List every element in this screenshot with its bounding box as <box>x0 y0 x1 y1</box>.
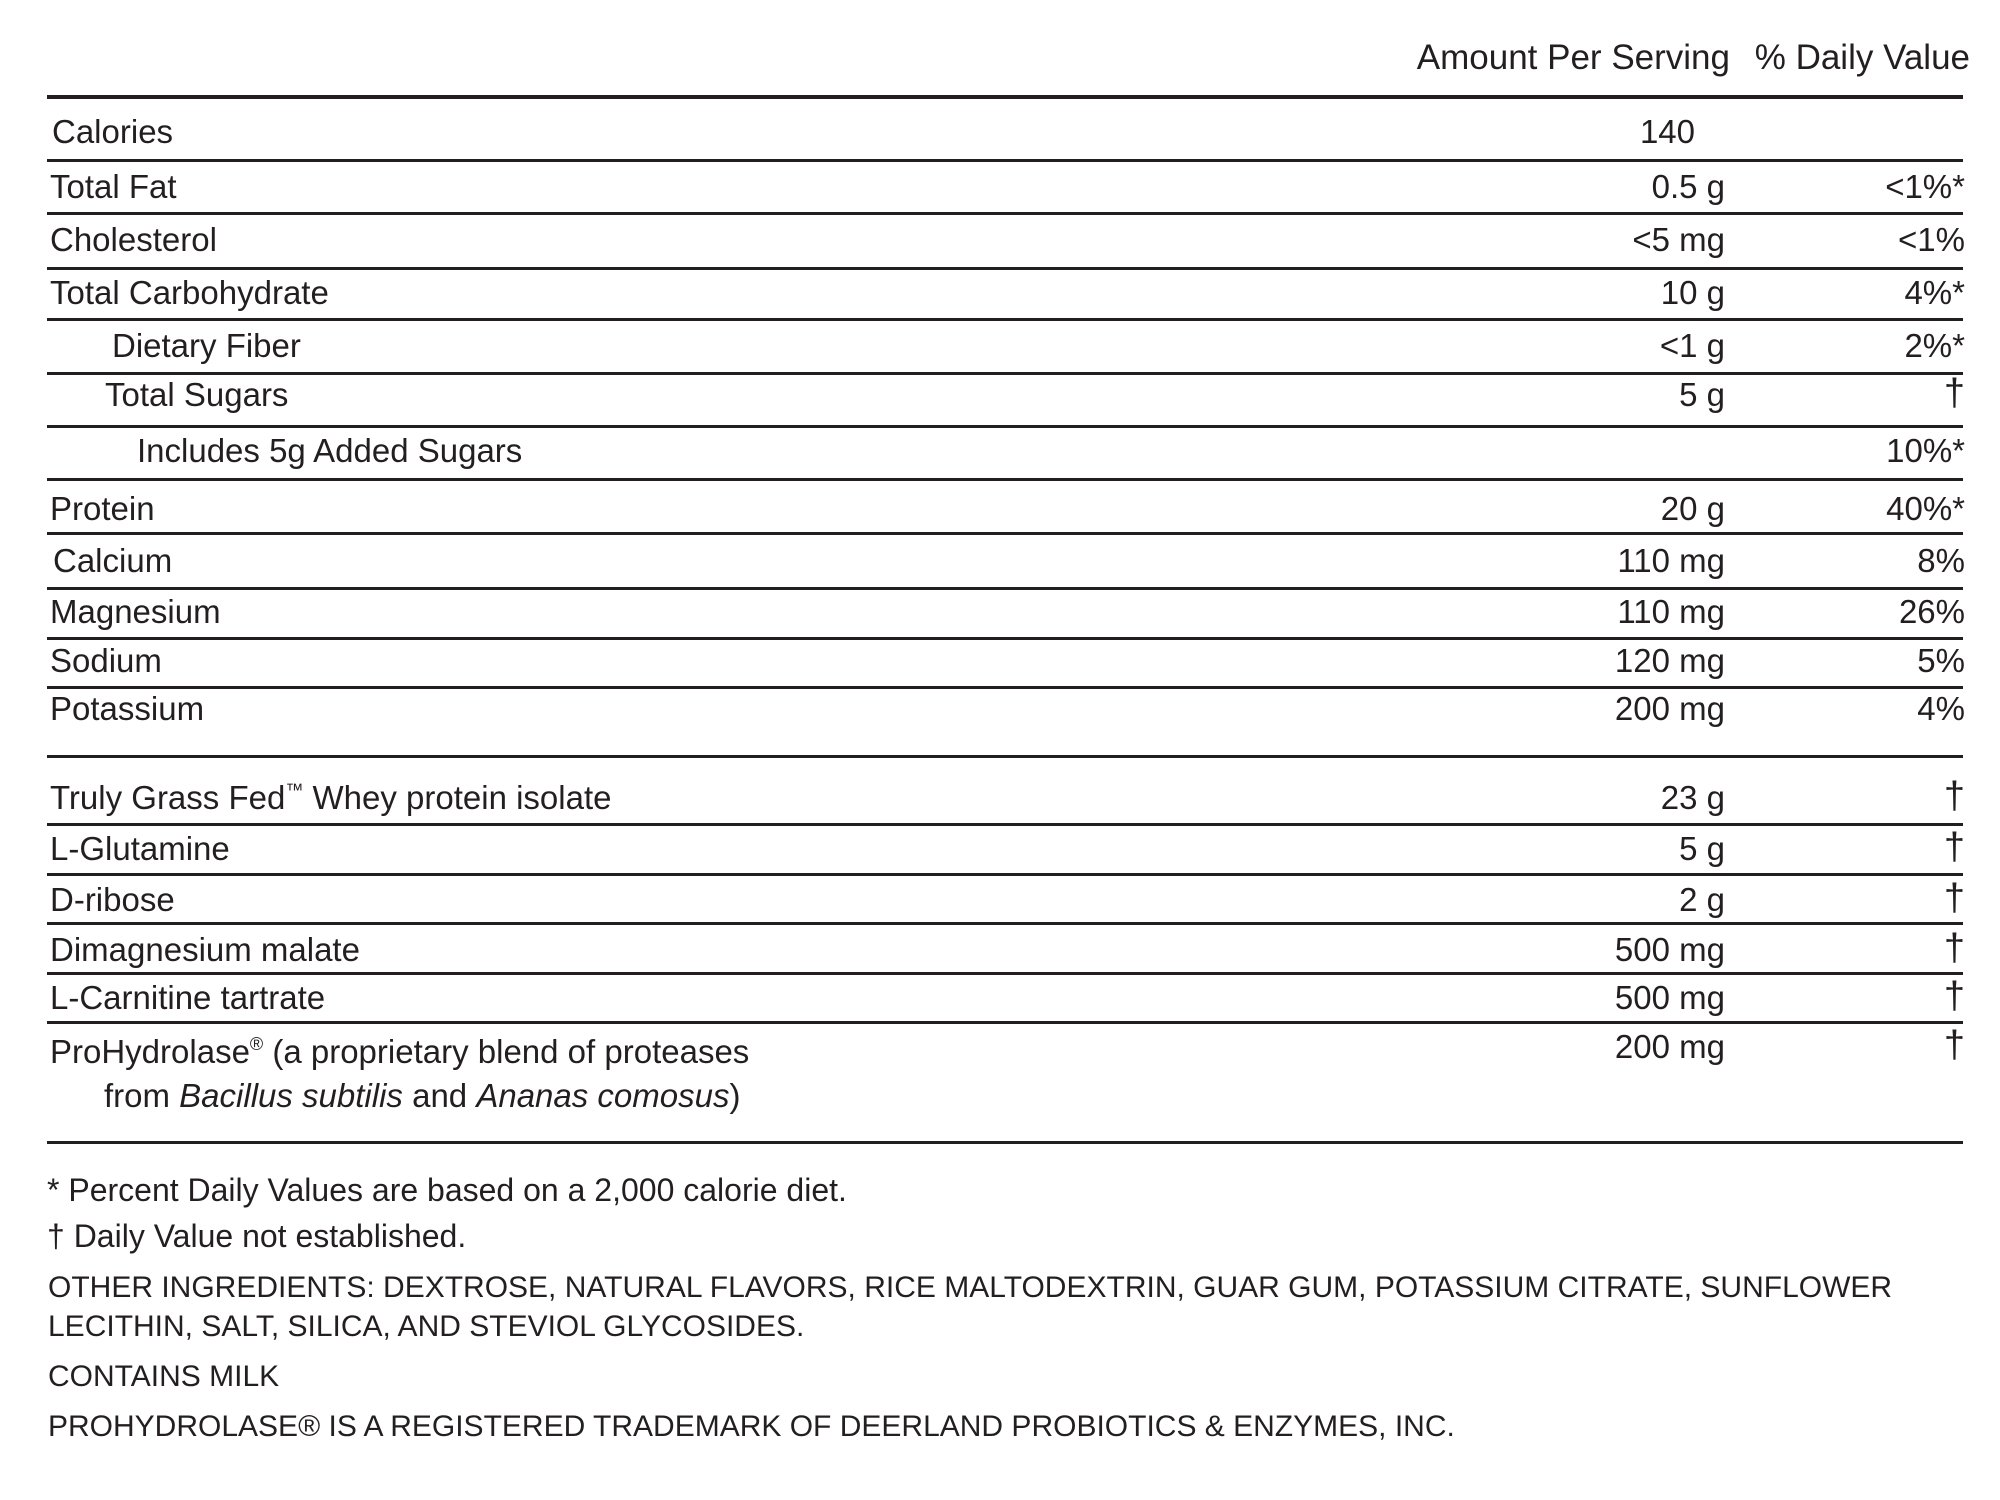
row-divider <box>47 267 1963 270</box>
nutrient-amount: 20 g <box>1660 490 1725 527</box>
row-divider <box>47 212 1963 215</box>
ingredient-amount: 200 mg <box>1614 1028 1725 1065</box>
ingredient-name-start: Truly Grass Fed <box>50 779 286 816</box>
nutrient-name: Dietary Fiber <box>112 327 301 364</box>
ingredient-row-whey-protein-isolate <box>0 775 2000 823</box>
percent-daily-value-footnote: * Percent Daily Values are based on a 2,000 calorie diet. <box>47 1172 847 1208</box>
nutrient-row-dietary-fiber <box>0 327 2000 371</box>
nutrient-amount: 0.5 g <box>1651 168 1725 205</box>
ingredient-row-dimagnesium-malate <box>0 927 2000 975</box>
ingredient-name-rest: Whey protein isolate <box>303 779 612 816</box>
nutrient-name: Total Carbohydrate <box>50 274 329 311</box>
nutrient-name: Calories <box>52 113 174 150</box>
nutrient-amount: 110 mg <box>1617 542 1725 579</box>
ingredient-row-l-carnitine-tartrate <box>0 975 2000 1023</box>
nutrient-daily-value: 2%* <box>1904 327 1965 364</box>
ingredient-amount: 500 mg <box>1614 979 1725 1016</box>
nutrient-daily-value: 26% <box>1898 593 1965 630</box>
nutrient-row-total-fat <box>0 168 2000 212</box>
row-divider <box>47 425 1963 428</box>
nutrient-row-total-sugars <box>0 372 2000 420</box>
trademark-symbol: ™ <box>285 780 304 800</box>
ingredient-amount: 2 g <box>1679 881 1725 918</box>
ingredient-daily-value: † <box>1943 877 1965 919</box>
row-divider <box>47 873 1963 876</box>
source-suffix: ) <box>729 1077 741 1114</box>
nutrient-amount: 200 mg <box>1614 690 1725 727</box>
nutrient-daily-value: <1%* <box>1885 168 1965 205</box>
prohydrolase-source-line <box>104 1077 740 1115</box>
source-conjunction: and <box>402 1077 477 1114</box>
nutrient-name: Magnesium <box>50 593 221 630</box>
ingredient-name: L-Glutamine <box>50 830 230 867</box>
ingredient-name: D-ribose <box>50 881 175 918</box>
row-divider <box>47 372 1963 375</box>
ingredient-amount: 23 g <box>1660 779 1725 816</box>
source-organism-2: Ananas comosus <box>476 1077 730 1114</box>
source-prefix: from <box>104 1077 180 1114</box>
ingredient-daily-value: † <box>1943 775 1965 817</box>
daily-value-header: % Daily Value <box>1754 38 1970 77</box>
row-divider <box>47 1021 1963 1024</box>
row-divider <box>47 159 1963 162</box>
nutrient-row-protein <box>0 490 2000 534</box>
registered-symbol: ® <box>249 1034 264 1054</box>
row-divider <box>47 532 1963 535</box>
row-divider <box>47 478 1963 481</box>
nutrient-daily-value: 4% <box>1917 690 1965 727</box>
ingredient-name <box>50 1033 749 1071</box>
trademark-statement: PROHYDROLASE® IS A REGISTERED TRADEMARK OF DEERLAND PROBIOTICS & ENZYMES, INC. <box>48 1410 1455 1443</box>
nutrient-row-calcium <box>0 542 2000 586</box>
allergen-statement: CONTAINS MILK <box>48 1360 280 1393</box>
ingredient-row-l-glutamine <box>0 826 2000 874</box>
nutrient-amount: <1 g <box>1659 327 1725 364</box>
row-divider <box>47 823 1963 826</box>
ingredient-row-prohydrolase <box>0 1024 2000 1077</box>
row-divider <box>47 637 1963 640</box>
other-ingredients-text: OTHER INGREDIENTS: DEXTROSE, NATURAL FLAVORS, RICE MALTODEXTRIN, GUAR GUM, POTASSIUM CITRATE, SUNFLOWER LECITHIN, SALT, SILICA, AND STEVIOL GLYCOSIDES. <box>48 1271 1893 1343</box>
nutrient-daily-value: <1% <box>1898 221 1965 258</box>
nutrient-name: Protein <box>50 490 155 527</box>
ingredient-amount: 500 mg <box>1614 931 1725 968</box>
ingredient-daily-value: † <box>1943 927 1965 969</box>
footer-rule <box>47 1141 1963 1144</box>
nutrient-amount: 10 g <box>1660 274 1725 311</box>
nutrient-name: Cholesterol <box>50 221 217 258</box>
nutrient-name: Includes 5g Added Sugars <box>137 432 523 469</box>
row-divider <box>47 686 1963 689</box>
nutrient-daily-value: † <box>1943 372 1965 414</box>
nutrient-row-added-sugars <box>0 432 2000 476</box>
nutrient-amount: 140 <box>1639 113 1695 150</box>
amount-per-serving-header: Amount Per Serving <box>1416 38 1730 77</box>
ingredient-amount: 5 g <box>1679 830 1725 867</box>
row-divider <box>47 318 1963 321</box>
ingredient-name-start: ProHydrolase <box>50 1033 250 1070</box>
nutrient-daily-value: 4%* <box>1904 274 1965 311</box>
ingredient-name <box>50 779 611 817</box>
ingredient-row-d-ribose <box>0 877 2000 925</box>
header-rule <box>47 95 1963 99</box>
nutrient-row-sodium <box>0 642 2000 686</box>
nutrient-row-calories <box>0 113 2000 157</box>
row-divider <box>47 587 1963 590</box>
ingredient-name-rest: (a proprietary blend of proteases <box>263 1033 750 1070</box>
row-divider <box>47 972 1963 975</box>
nutrient-name: Total Sugars <box>105 376 289 413</box>
dagger-footnote: † Daily Value not established. <box>47 1218 467 1254</box>
nutrient-row-potassium <box>0 690 2000 734</box>
nutrient-name: Total Fat <box>50 168 177 205</box>
ingredient-name: L-Carnitine tartrate <box>50 979 326 1016</box>
nutrient-daily-value: 10%* <box>1886 432 1965 469</box>
section-rule <box>47 755 1963 758</box>
nutrient-name: Sodium <box>50 642 162 679</box>
nutrient-amount: 120 mg <box>1614 642 1725 679</box>
ingredient-name: Dimagnesium malate <box>50 931 360 968</box>
nutrient-name: Potassium <box>50 690 205 727</box>
ingredient-daily-value: † <box>1943 826 1965 868</box>
nutrient-amount: <5 mg <box>1632 221 1725 258</box>
nutrient-daily-value: 5% <box>1917 642 1965 679</box>
nutrient-name: Calcium <box>53 542 173 579</box>
source-organism-1: Bacillus subtilis <box>179 1077 403 1114</box>
nutrient-row-total-carbohydrate <box>0 274 2000 318</box>
nutrient-daily-value: 40%* <box>1886 490 1965 527</box>
nutrient-amount: 5 g <box>1679 376 1725 413</box>
nutrient-daily-value: 8% <box>1917 542 1965 579</box>
nutrient-amount: 110 mg <box>1617 593 1725 630</box>
nutrient-row-magnesium <box>0 593 2000 637</box>
ingredient-daily-value: † <box>1943 1024 1965 1066</box>
nutrient-row-cholesterol <box>0 221 2000 265</box>
row-divider <box>47 922 1963 925</box>
ingredient-daily-value: † <box>1943 975 1965 1017</box>
